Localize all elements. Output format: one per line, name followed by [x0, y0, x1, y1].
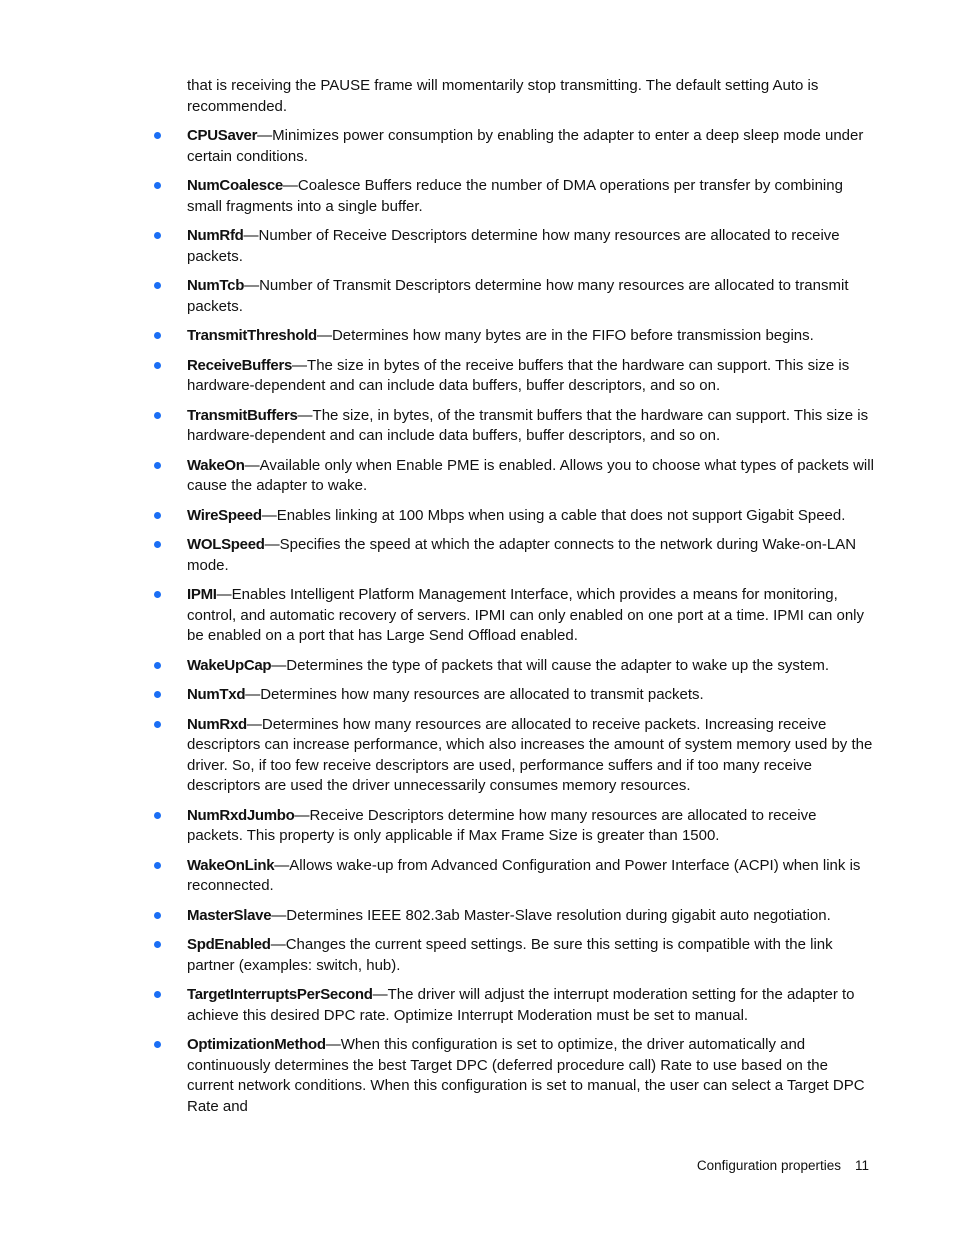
property-description: —Number of Receive Descriptors determine how many resources are allocated to receive packets. [187, 227, 840, 265]
property-term: ReceiveBuffers [187, 356, 293, 374]
list-item [187, 935, 875, 976]
list-item [187, 535, 875, 576]
property-description: —The driver will adjust the interrupt moderation setting for the adapter to achieve this desired DPC rate. Optimize Interrupt Moderation must be set to manual. [187, 986, 855, 1024]
property-term: NumRxd [187, 715, 247, 733]
list-item [187, 906, 875, 927]
list-item [187, 985, 875, 1026]
property-description: —Receive Descriptors determine how many resources are allocated to receive packets. This property is only applicable if Max Frame Size is greater than 1500. [187, 806, 817, 844]
list-item [187, 356, 875, 397]
property-term: TargetInterruptsPerSecond [187, 986, 373, 1003]
bullet-icon [154, 941, 161, 948]
property-term: WireSpeed [187, 506, 262, 524]
property-term: NumRxdJumbo [187, 806, 295, 824]
property-description: —Determines how many resources are allocated to receive packets. Increasing receive descriptors can increase performance, which also increases the amount of system memory used by the driver. So, if too few receive descriptors are used, performance suffers and if too many receive descriptors are used the driver unnecessarily consumes memory resources. [187, 715, 873, 794]
list-item [187, 1035, 875, 1117]
property-description: —Minimizes power consumption by enabling the adapter to enter a deep sleep mode under certain conditions. [187, 127, 864, 165]
property-description: —Available only when Enable PME is enabled. Allows you to choose what types of packets will cause the adapter to wake. [187, 456, 874, 494]
property-description: —Coalesce Buffers reduce the number of DMA operations per transfer by combining small fragments into a single buffer. [187, 177, 843, 215]
property-term: MasterSlave [187, 906, 272, 924]
bullet-icon [154, 332, 161, 339]
bullet-icon [154, 1041, 161, 1048]
list-item [187, 506, 875, 527]
property-term: OptimizationMethod [187, 1036, 326, 1053]
property-description: —Enables Intelligent Platform Management Interface, which provides a means for monitoring, control, and automatic recovery of servers. IPMI can only enabled on one port at a time. IPMI can only be enabled on a port that has Large Send Offload enabled. [187, 586, 865, 644]
bullet-icon [154, 862, 161, 869]
bullet-icon [154, 591, 161, 598]
property-description: —Determines the type of packets that will cause the adapter to wake up the system. [271, 656, 830, 674]
property-list [187, 126, 875, 1117]
bullet-icon [154, 362, 161, 369]
property-description: —Determines IEEE 802.3ab Master-Slave resolution during gigabit auto negotiation. [271, 906, 831, 924]
property-term: NumCoalesce [187, 177, 283, 194]
bullet-icon [154, 812, 161, 819]
list-item [187, 406, 875, 447]
bullet-icon [154, 691, 161, 698]
property-description: —When this configuration is set to optimize, the driver automatically and continuously determines the best Target DPC (deferred procedure call) Rate to use based on the current network conditions. When this configuration is set to manual, the user can select a Target DPC Rate and [187, 1036, 865, 1115]
page-footer [697, 1158, 869, 1173]
page-content [187, 76, 875, 1117]
property-term: TransmitThreshold [187, 327, 317, 344]
bullet-icon [154, 132, 161, 139]
list-item [187, 806, 875, 847]
page-number: 11 [854, 1158, 869, 1173]
bullet-icon [154, 462, 161, 469]
list-item [187, 126, 875, 167]
bullet-icon [154, 232, 161, 239]
property-description: —The size in bytes of the receive buffers that the hardware can support. This size is hardware-dependent and can include data buffers, buffer descriptors, and so on. [187, 356, 850, 394]
list-item [187, 226, 875, 267]
bullet-icon [154, 182, 161, 189]
property-description: —Enables linking at 100 Mbps when using a cable that does not support Gigabit Speed. [261, 506, 846, 524]
property-description: —Determines how many resources are allocated to transmit packets. [245, 686, 704, 703]
bullet-icon [154, 991, 161, 998]
bullet-icon [154, 721, 161, 728]
property-term: WakeOnLink [187, 856, 275, 874]
property-term: WakeOn [187, 456, 245, 474]
list-item [187, 715, 875, 797]
bullet-icon [154, 412, 161, 419]
property-description: —Specifies the speed at which the adapter connects to the network during Wake-on-LAN mode. [187, 536, 857, 574]
property-term: NumRfd [187, 227, 244, 244]
bullet-icon [154, 282, 161, 289]
list-item [187, 176, 875, 217]
bullet-icon [154, 662, 161, 669]
property-term: CPUSaver [187, 127, 258, 144]
bullet-icon [154, 541, 161, 548]
intro-paragraph: that is receiving the PAUSE frame will momentarily stop transmitting. The default setting Auto is recommended. [187, 77, 819, 115]
property-term: NumTxd [187, 686, 246, 703]
list-item [187, 276, 875, 317]
property-term: WOLSpeed [187, 536, 265, 553]
property-description: —The size, in bytes, of the transmit buffers that the hardware can support. This size is hardware-dependent and can include data buffers, buffer descriptors, and so on. [187, 406, 869, 444]
property-term: TransmitBuffers [187, 406, 298, 424]
property-term: NumTcb [187, 277, 245, 294]
property-description: —Changes the current speed settings. Be sure this setting is compatible with the link partner (examples: switch, hub). [187, 936, 833, 974]
list-item [187, 856, 875, 897]
property-term: IPMI [187, 586, 217, 603]
footer-section-title: Configuration properties [696, 1158, 841, 1173]
property-description: —Number of Transmit Descriptors determine how many resources are allocated to transmit packets. [187, 277, 849, 315]
property-description: —Allows wake-up from Advanced Configuration and Power Interface (ACPI) when link is reconnected. [187, 856, 861, 894]
bullet-icon [154, 912, 161, 919]
list-item [187, 326, 875, 347]
list-item [187, 585, 875, 647]
property-term: WakeUpCap [187, 656, 272, 674]
list-item [187, 656, 875, 677]
property-term: SpdEnabled [187, 936, 271, 953]
bullet-icon [154, 512, 161, 519]
property-description: —Determines how many bytes are in the FIFO before transmission begins. [316, 327, 814, 344]
list-item [187, 456, 875, 497]
list-item [187, 685, 875, 706]
